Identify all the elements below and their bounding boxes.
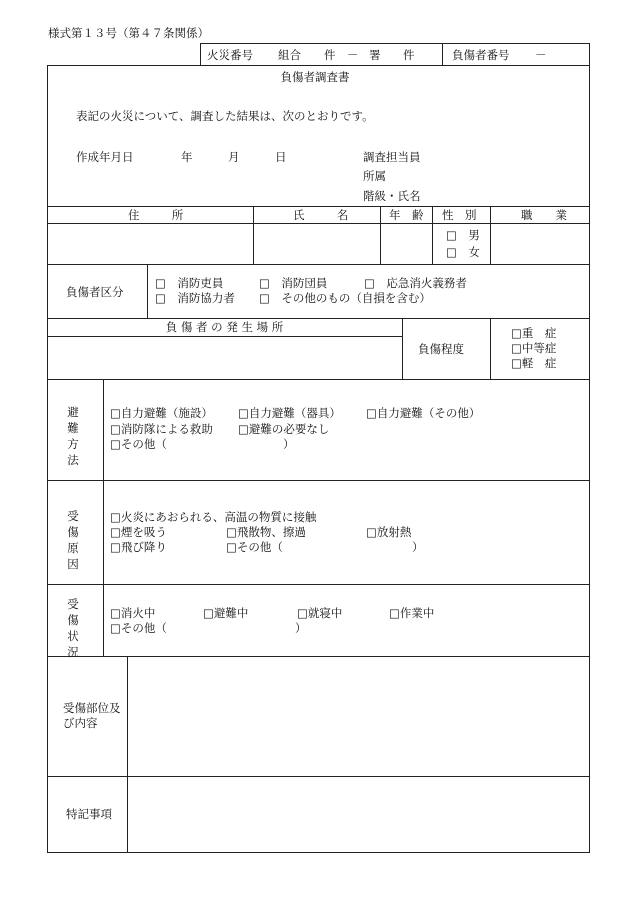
age-header: 年 齢: [389, 208, 424, 222]
cause-label: 受傷原因: [67, 509, 79, 571]
sex-header: 性 別: [442, 208, 477, 222]
evac-self-other[interactable]: □自力避難（その他）: [366, 406, 481, 420]
form-title: 負傷者調査書: [280, 70, 350, 84]
situation-extinguishing[interactable]: □消火中: [110, 606, 156, 620]
creation-date-label: 作成年月日: [76, 150, 134, 164]
severity-label: 負傷程度: [418, 342, 464, 356]
day-label: 日: [275, 150, 287, 164]
ken2-label: 件: [403, 48, 415, 62]
situation-working[interactable]: □作業中: [389, 606, 435, 620]
dash-1: －: [347, 48, 359, 62]
severity-minor[interactable]: □軽 症: [511, 356, 557, 370]
form-number: 様式第１３号（第４７条関係）: [48, 26, 209, 40]
header-box: [200, 43, 590, 66]
situation-label: 受傷状況: [67, 597, 79, 659]
evac-self-facility[interactable]: □自力避難（施設）: [110, 406, 213, 420]
investigator-label: 調査担当員: [363, 150, 421, 164]
remarks-label: 特記事項: [66, 807, 112, 821]
header-divider: [442, 43, 443, 66]
situation-evacuating[interactable]: □避難中: [203, 606, 249, 620]
situation-other[interactable]: □その他（: [110, 621, 167, 635]
evacuation-label: 避難方法: [67, 405, 79, 467]
kumiai-label: 組合: [278, 48, 301, 62]
rank-name-label: 階級・氏名: [363, 189, 421, 203]
address-header: 住 所: [128, 208, 194, 222]
month-label: 月: [228, 150, 240, 164]
category-fire-corps[interactable]: □ 消防団員: [259, 276, 328, 290]
cause-jump[interactable]: □飛び降り: [110, 540, 167, 554]
severity-serious[interactable]: □重 症: [511, 326, 557, 340]
cause-smoke[interactable]: □煙を吸う: [110, 525, 167, 539]
cause-debris[interactable]: □飛散物、擦過: [226, 525, 306, 539]
evac-other-close: ）: [283, 437, 295, 451]
evac-not-needed[interactable]: □避難の必要なし: [238, 422, 330, 436]
injury-site-label: 受傷部位及び内容: [63, 701, 121, 730]
cause-other-close: ）: [412, 540, 424, 554]
severity-moderate[interactable]: □中等症: [511, 341, 557, 355]
evac-rescue[interactable]: □消防隊による救助: [110, 422, 213, 436]
category-emergency-duty[interactable]: □ 応急消火義務者: [364, 276, 467, 290]
dash-2: －: [535, 48, 547, 62]
ken-label: 件: [324, 48, 336, 62]
location-label: 負 傷 者 の 発 生 場 所: [165, 320, 284, 334]
category-other[interactable]: □ その他のもの（自損を含む）: [259, 291, 431, 305]
name-header: 氏 名: [293, 208, 359, 222]
evac-self-equipment[interactable]: □自力避難（器具）: [238, 406, 341, 420]
category-label: 負傷者区分: [66, 285, 124, 299]
cause-flame-contact[interactable]: □火炎にあおられる、高温の物質に接触: [110, 510, 317, 524]
cause-radiant-heat[interactable]: □放射熱: [366, 525, 412, 539]
occupation-header: 職 業: [521, 208, 573, 222]
year-label: 年: [181, 150, 193, 164]
form-border: [47, 65, 590, 853]
fire-number-label: 火災番号: [207, 48, 253, 62]
sho-label: 署: [369, 48, 381, 62]
cause-other[interactable]: □その他（: [226, 540, 283, 554]
situation-sleeping[interactable]: □就寝中: [297, 606, 343, 620]
intro-text: 表記の火災について、調査した結果は、次のとおりです。: [76, 109, 374, 123]
situation-other-close: ）: [295, 621, 307, 635]
injured-number-label: 負傷者番号: [452, 48, 510, 62]
sex-female-checkbox[interactable]: □ 女: [446, 245, 480, 259]
affiliation-label: 所属: [363, 169, 386, 183]
category-fire-cooperator[interactable]: □ 消防協力者: [155, 291, 235, 305]
category-fire-official[interactable]: □ 消防吏員: [155, 276, 224, 290]
sex-male-checkbox[interactable]: □ 男: [446, 228, 480, 242]
evac-other[interactable]: □その他（: [110, 437, 167, 451]
